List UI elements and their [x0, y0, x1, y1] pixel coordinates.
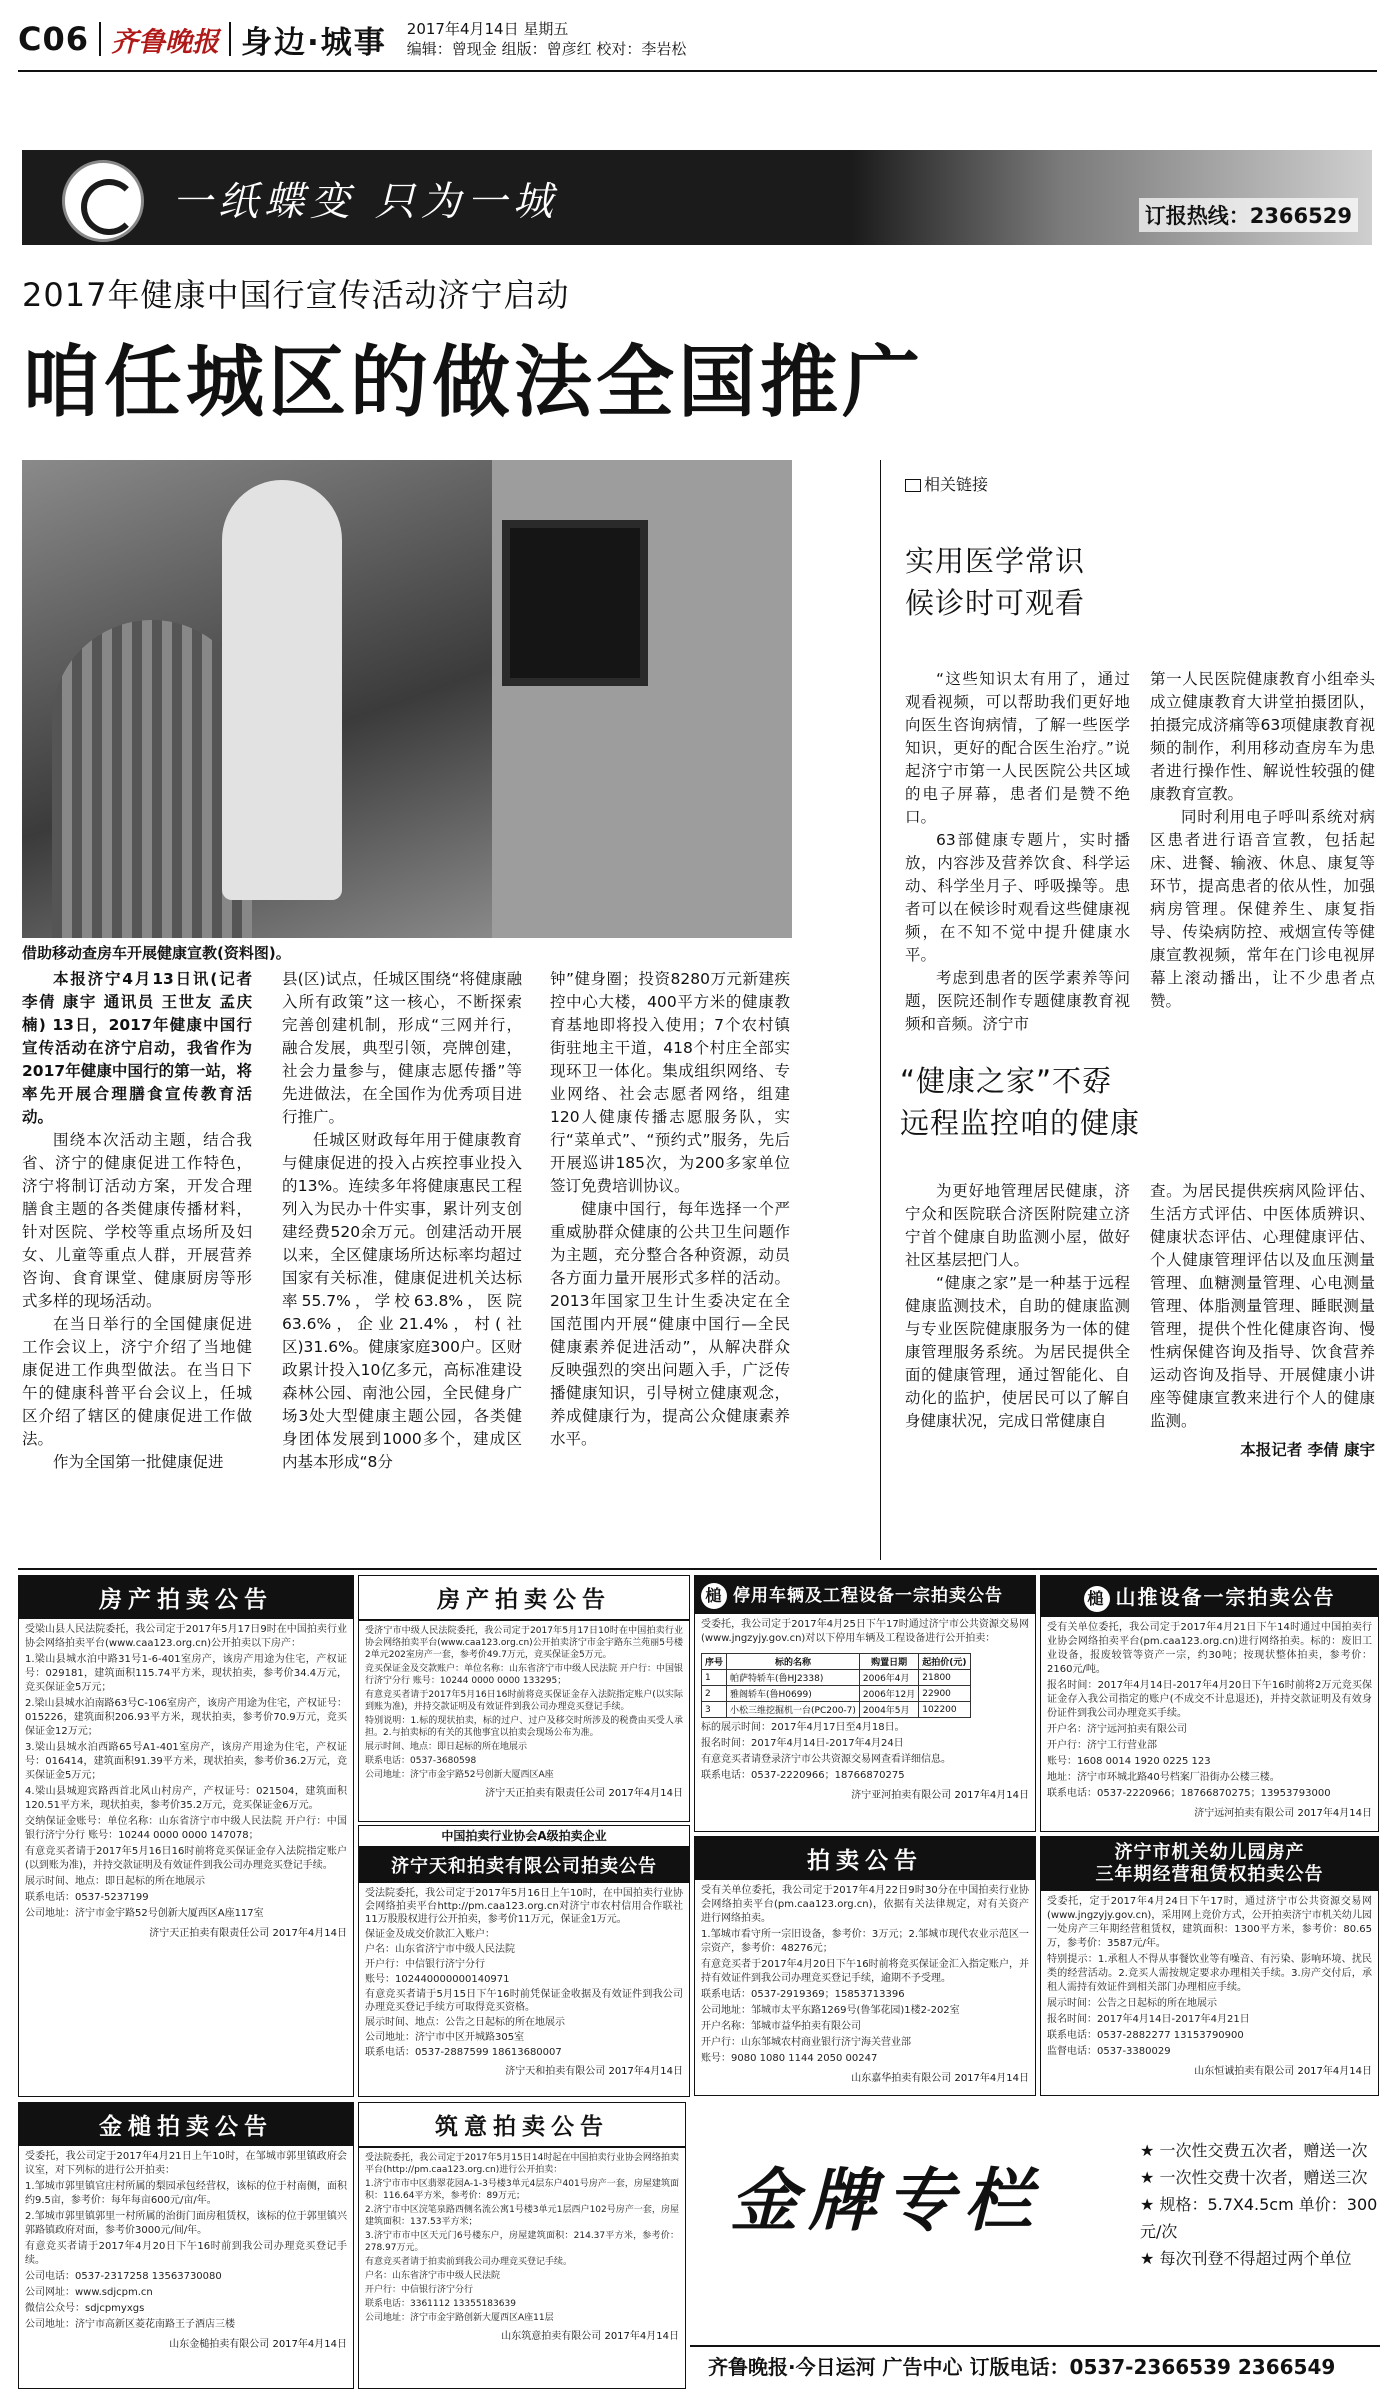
ad-line: 公司地址：邹城市太平东路1269号(鲁邹花园)1楼2-202室	[701, 2005, 960, 2016]
paragraph: “健康之家”是一种基于远程健康监测技术，自助的健康监测与专业医院健康服务为一体的健康管理服务系统。为居民提供全面的健康管理，通过智能化、自动化的监护，使居民可以了解自身健康状况，完成日常健康自	[905, 1274, 1130, 1430]
ad-property-auction-2	[358, 1575, 690, 1822]
paragraph: 63部健康专题片，实时播放，内容涉及营养饮食、科学运动、科学坐月子、呼吸操等。患者可以在候诊时观看这些健康视频，在不知不觉中提升健康水平。	[905, 831, 1130, 964]
sidebar-head-line: “健康之家”不孬	[900, 1064, 1113, 1098]
ad-line: 展示时间：公告之日起标的所在地展示	[1047, 1998, 1217, 2009]
list-item: ★ 一次性交费十次者，赠送三次	[1140, 2168, 1368, 2187]
table-header: 购置日期	[859, 1654, 918, 1670]
ad-line: 受法院委托，我公司定于2017年5月15日14时起在中国拍卖行业协会网络拍卖平台(http://pm.caa123.org.cn)进行公开拍卖：	[365, 2153, 679, 2175]
list-item-text: 每次刊登不得超过两个单位	[1159, 2249, 1352, 2268]
ad-title-text: 山推设备一宗拍卖公告	[1115, 1585, 1336, 1609]
ad-title: 房产拍卖公告	[359, 1576, 689, 1621]
paragraph: 本报济宁4月13日讯(记者 李倩 康宇 通讯员 王世友 孟庆楠) 13日，2017年健康中国行宣传活动在济宁启动，我省作为2017年健康中国行的第一站，将率先开展合理膳食宣传教育活动。	[22, 970, 252, 1126]
article-photo	[22, 460, 792, 938]
ad-title-text: 停用车辆及工程设备一宗拍卖公告	[733, 1586, 1003, 1606]
ad-body	[359, 2148, 685, 2330]
table-cell: 21800	[919, 1670, 970, 1686]
sidebar-2-column-a	[905, 1180, 1130, 1433]
ad-line: 受有关单位委托，我公司定于2017年4月21日下午14时通过中国拍卖行业协会网络拍卖平台(pm.caa123.org.cn)进行网络拍卖。标的：废旧工业设备，报废较管等资产一宗，约30吨；按现状整体拍卖，参考价：2160元/吨。	[1047, 1621, 1372, 1675]
table-cell: 2006年4月	[859, 1670, 918, 1686]
ad-vehicle-auction	[694, 1575, 1036, 1832]
ad-title	[695, 1576, 1035, 1614]
table-cell: 2	[702, 1686, 727, 1702]
ad-line: 开户名：济宁远河拍卖有限公司	[1047, 1723, 1187, 1735]
article-column-2	[282, 968, 522, 1474]
banner-slogan: 一纸蝶变 只为一城	[172, 179, 559, 225]
ad-line: 有意竞买者请登录济宁市公共资源交易网查看详细信息。	[701, 1754, 951, 1765]
ad-title: 筑意拍卖公告	[359, 2103, 685, 2148]
ad-line: 户名：山东省济宁市中级人民法院	[365, 1944, 515, 1955]
ad-body	[359, 1883, 689, 2065]
sidebar-head-line: 远程监控咱的健康	[900, 1106, 1141, 1140]
ad-line: 特别提示：1.承租人不得从事餐饮业等有噪音、有污染、影响环境、扰民类的经营活动。2.竞买人需按规定要求办理相关手续。3.房产交付后，承租人需持有效证件到相关部门办理相应手续。	[1047, 1954, 1372, 1993]
list-item-text: 一次性交费五次者，赠送一次	[1159, 2141, 1368, 2160]
ad-line: 2.邹城市郭里镇郭里一村所属的治街门面房租赁权，该标的位于郭里镇兴郭路镇政府对面，参考价3000元/间/年。	[25, 2211, 347, 2236]
ad-footer: 济宁天和拍卖有限公司 2017年4月14日	[505, 2066, 683, 2077]
ad-line: 联系电话：0537-2887599 18613680007	[365, 2047, 562, 2058]
ad-line: 报名时间：2017年4月14日-2017年4月24日	[701, 1738, 904, 1749]
paragraph: 任城区财政每年用于健康教育与健康促进的投入占疾控事业投入的13%。连续多年将健康惠民工程列入为民办十件实事，累计列支创建经费520余万元。创建活动开展以来，全区健康场所达标率均超过国家有关标准，健康促进机关达标率55.7%，学校63.8%，医院63.6%，企业21.4%，村(社区)31.6%。健康家庭300户。区财政累计投入10亿多元，高标准建设森林公园、南池公园，全民健身广场3处大型健康主题公园，各类健身团体发展到1000多个，建成区内基本形成“8分	[282, 1131, 522, 1471]
section-title: 身边·城事	[241, 24, 387, 61]
gavel-logo-icon: 槌	[1084, 1586, 1110, 1612]
paper-logo: 齐鲁晚报	[111, 26, 220, 58]
ad-line: 1.邹城市看守所一宗旧设备，参考价：3万元；2.邹城市现代农业示范区一宗资产，参考价：48276元；	[701, 1929, 1029, 1954]
ad-line: 受梁山县人民法院委托，我公司定于2017年5月17日9时在中国拍卖行业协会网络拍卖平台(www.caa123.org.cn)公开拍卖以下房产：	[25, 1624, 347, 1649]
list-item: ★ 每次刊登不得超过两个单位	[1140, 2249, 1352, 2268]
ad-zhuyi-auction	[358, 2102, 686, 2389]
ad-body	[695, 1880, 1035, 2072]
byline: 本报记者 李倩 康宇	[1240, 1441, 1375, 1459]
table-row	[702, 1686, 971, 1702]
subscription-hotline: 订报热线：2366529	[1139, 198, 1358, 232]
issue-date: 2017年4月14日 星期五	[406, 20, 569, 38]
ad-footer: 山东筑意拍卖有限公司 2017年4月14日	[501, 2331, 679, 2342]
paragraph: 钟”健身圈；投资8280万元新建疾控中心大楼，400平方米的健康教育基地即将投入使用；7个农村镇街驻地主干道，418个村庄全部实现环卫一体化。集成组织网络、专业网络、社会志愿者网络，组建120人健康传播志愿服务队，实行“菜单式”、“预约式”服务，先后开展巡讲185次，为200多家单位签订免费培训协议。	[550, 970, 790, 1195]
list-item-text: 一次性交费十次者，赠送三次	[1159, 2168, 1368, 2187]
ad-line: 公司地址：济宁市金宇路52号创新大厦西区A座117室	[25, 1908, 264, 1919]
table-cell: 3	[702, 1702, 727, 1718]
ad-subtitle: 中国拍卖行业协会A级拍卖企业	[359, 1826, 689, 1847]
ad-line: 公司网址：www.sdjcpm.cn	[25, 2287, 153, 2298]
ad-footer: 山东嘉华拍卖有限公司 2017年4月14日	[851, 2073, 1029, 2084]
ad-line: 1.梁山县城水泊中路31号1-6-401室房产，该房产用途为住宅，产权证号：029181，建筑面积115.74平方米，现状拍卖，参考价34.4万元，竞买保证金5万元；	[25, 1654, 347, 1693]
link-box-icon	[905, 479, 921, 492]
ad-line: 账号：102440000000140971	[365, 1974, 510, 1985]
gavel-logo-icon: 槌	[701, 1583, 727, 1609]
ad-title: 济宁天和拍卖有限公司拍卖公告	[359, 1847, 689, 1883]
ad-line: 公司地址：济宁市高新区菱花南路王子酒店三楼	[25, 2319, 235, 2330]
article-column-3	[550, 968, 790, 1451]
paragraph: 同时利用电子呼叫系统对病区患者进行语音宣教，包括起床、进餐、输液、休息、康复等环节，提高患者的依从性，加强病房管理。保健养生、康复指导、传染病防控、戒烟宣传等健康宣教视频，常年在门诊电视屏幕上滚动播出，让不少患者点赞。	[1150, 808, 1375, 1010]
paragraph: 在当日举行的全国健康促进工作会议上，济宁介绍了当地健康促进工作典型做法。在当日下午的健康科普平台会议上，任城区介绍了辖区的健康促进工作做法。	[22, 1315, 252, 1448]
table-cell: 2004年5月	[859, 1702, 918, 1718]
paragraph: “这些知识太有用了，通过观看视频，可以帮助我们更好地向医生咨询病情，了解一些医学知识，更好的配合医生治疗。”说起济宁市第一人民医院公共区域的电子屏幕，患者们是赞不绝口。	[905, 670, 1130, 826]
table-cell: 1	[702, 1670, 727, 1686]
ad-line: 开户行：中信银行济宁分行	[365, 1959, 485, 1970]
table-header: 标的名称	[727, 1654, 860, 1670]
ad-line: 微信公众号：sdjcpmyxgs	[25, 2303, 145, 2314]
ad-property-auction-1	[18, 1575, 354, 2097]
ad-line: 受济宁市中级人民法院委托，我公司定于2017年5月17日10时在中国拍卖行业协会网络拍卖平台(www.caa123.org.cn)公开拍卖济宁市金宇路东兰苑丽5号楼2单元202室房产一套，参考价49.7万元，竞买保证金5万元。	[365, 1626, 683, 1660]
ad-body	[1041, 1617, 1378, 1807]
ad-body	[359, 1621, 689, 1787]
ad-title-line: 三年期经营租赁权拍卖公告	[1095, 1864, 1324, 1885]
banner-logo-icon	[62, 160, 144, 242]
ad-line: 有意竞买者请于5月15日下午16时前凭保证金收据及有效证件到我公司办理竞买登记手续方可取得竞买资格。	[365, 1989, 683, 2013]
table-header: 起拍价(元)	[919, 1654, 970, 1670]
ad-line: 联系电话：0537-2220966；18766870275；13953793000	[1047, 1787, 1331, 1799]
ad-line: 开户行：济宁工行营业部	[1047, 1739, 1157, 1751]
ad-auction-notice	[694, 1836, 1036, 2096]
paragraph: 考虑到患者的医学素养等问题，医院还制作专题健康教育视频和音频。济宁市	[905, 969, 1130, 1033]
ad-line: 有意竞买者请于拍卖前到我公司办理竞买登记手续。	[365, 2257, 573, 2267]
ad-title: 金槌拍卖公告	[19, 2103, 353, 2146]
ad-line: 1.邹城市郭里镇官庄村所属的梨园承包经营权，该标的位于村南侧，面积约9.5亩，参考价：每年每亩600元/亩/年。	[25, 2181, 347, 2206]
ad-line: 开户行：中信银行济宁分行	[365, 2285, 474, 2295]
ad-line: 保证金及成交价款汇入账户：	[365, 1929, 495, 1940]
table-row	[702, 1670, 971, 1686]
ad-line: 3.梁山县城水泊西路65号A1-401室房产，该房产用途为住宅，产权证号：016414，建筑面积91.39平方米，现状拍卖，参考价36.2万元，竞买保证金5万元；	[25, 1742, 347, 1781]
related-link-text: 相关链接	[924, 475, 989, 494]
ad-line: 展示时间、地点：即日起标的所在地展示	[365, 1742, 528, 1752]
gold-column-title: 金牌专栏	[730, 2161, 1043, 2241]
header-meta	[407, 19, 687, 59]
ad-body	[1041, 1891, 1378, 2065]
ad-body	[695, 1721, 1035, 1789]
header-rule	[18, 70, 1377, 72]
related-link-label	[905, 472, 988, 495]
ad-shantui-auction	[1040, 1575, 1379, 1832]
ad-line: 公司地址：济宁市金宇路52号创新大厦西区A座	[365, 1770, 554, 1780]
column-divider	[880, 460, 881, 1560]
ad-line: 有意竞买者请于2017年5月16日16时前将竞买保证金存入法院指定账户(以实际到账为准)，并持交款证明及有效证件到我公司办理竞买登记手续。	[365, 1690, 683, 1712]
ad-line: 联系电话：0537-3680598	[365, 1756, 477, 1766]
ad-line: 3.济宁市市中区天元门6号楼东户，房屋建筑面积：214.37平方米，参考价：278.97万元。	[365, 2231, 679, 2253]
ad-line: 联系电话：0537-2220966；18766870275	[701, 1770, 905, 1781]
paragraph: 作为全国第一批健康促进	[53, 1453, 224, 1471]
photo-nurse	[222, 480, 342, 900]
ad-line: 公司地址：济宁市中区开城路305室	[365, 2032, 525, 2043]
ad-line: 2.济宁市中区浣笔泉路西侧名流公寓1号楼3单元1层西户102号房产一套，房屋建筑面积：137.53平方米；	[365, 2205, 679, 2227]
ad-title-line: 济宁市机关幼儿园房产	[1114, 1842, 1305, 1863]
ad-title: 房产拍卖公告	[19, 1576, 353, 1619]
sidebar-1-column-b	[1150, 668, 1375, 1013]
table-cell: 小松三维挖掘机一台(PC200-7)	[727, 1702, 860, 1718]
ad-footer: 济宁天正拍卖有限责任公司 2017年4月14日	[149, 1928, 347, 1939]
ad-line: 展示时间、地点：公告之日起标的所在地展示	[365, 2017, 565, 2028]
ad-center-footer: 齐鲁晚报·今日运河 广告中心 订版电话：0537-2366539 2366549	[690, 2345, 1380, 2387]
ad-footer: 济宁亚河拍卖有限公司 2017年4月14日	[851, 1790, 1029, 1801]
ad-tianhe-auction	[358, 1825, 690, 2097]
table-cell: 22900	[919, 1686, 970, 1702]
gold-column-ad	[690, 2107, 1380, 2387]
ads-rule	[18, 1568, 1377, 1570]
ad-line: 公司电话：0537-2317258 13563730080	[25, 2271, 222, 2282]
sidebar-head-line: 候诊时可观看	[905, 586, 1086, 620]
divider	[99, 22, 101, 56]
sidebar-1-column-a	[905, 668, 1130, 1036]
ad-line: 地址：济宁市环城北路40号档案厂沿街办公楼三楼。	[1047, 1771, 1280, 1783]
ad-line: 有意竞买者请于2017年4月20日下午16时前到我公司办理竞买登记手续。	[25, 2241, 347, 2266]
paragraph: 查。为居民提供疾病风险评估、生活方式评估、中医体质辨识、健康状态评估、心理健康评估、个人健康管理评估以及血压测量管理、血糖测量管理、心电测量管理、体脂测量管理、睡眠测量管理，提供个性化健康咨询、慢性病保健咨询及指导、饮食营养运动咨询及指导、开展健康小讲座等健康宣教来进行个人的健康监测。	[1150, 1182, 1375, 1430]
table-header: 序号	[702, 1654, 727, 1670]
table-cell: 雅阁轿车(鲁H0699)	[727, 1686, 860, 1702]
ad-line: 报名时间：2017年4月14日-2017年4月21日	[1047, 2014, 1250, 2025]
ad-title	[1041, 1576, 1378, 1617]
ad-line: 展示时间、地点：即日起标的所在地展示	[25, 1876, 205, 1887]
ad-footer: 山东金槌拍卖有限公司 2017年4月14日	[169, 2339, 347, 2350]
ad-line: 联系电话：0537-2882277 13153790900	[1047, 2030, 1244, 2041]
vehicle-table	[701, 1653, 971, 1718]
ad-kindergarten-lease	[1040, 1836, 1379, 2096]
ad-jinchui-auction	[18, 2102, 354, 2389]
ad-line: 联系电话：0537-5237199	[25, 1892, 149, 1903]
ad-title	[1041, 1837, 1378, 1891]
article-column-1	[22, 968, 252, 1474]
table-cell: 帕萨特轿车(鲁HJ2338)	[727, 1670, 860, 1686]
ad-body	[19, 1619, 353, 1927]
paragraph: 为更好地管理居民健康，济宁众和医院联合济医附院建立济宁首个健康自助监测小屋，做好社区基层把门人。	[905, 1182, 1130, 1269]
gold-column-list	[1140, 2137, 1380, 2272]
sidebar-2-column-b	[1150, 1180, 1375, 1462]
ad-line: 监督电话：0537-3380029	[1047, 2046, 1171, 2057]
table-cell: 2006年12月	[859, 1686, 918, 1702]
list-item: ★ 规格：5.7X4.5cm 单价：300元/次	[1140, 2195, 1378, 2241]
article-headline: 咱任城区的做法全国推广	[22, 338, 925, 428]
ad-line: 账号：1608 0014 1920 0225 123	[1047, 1755, 1211, 1767]
paragraph: 县(区)试点，任城区围绕“将健康融入所有政策”这一核心，不断探索完善创建机制，形成“三网并行，融合发展，典型引领，亮牌创建，社会力量参与，健康志愿传播”等先进做法，在全国作为优秀项目进行推广。	[282, 970, 522, 1126]
ad-body	[19, 2146, 353, 2338]
ad-line: 联系电话：3361112 13355183639	[365, 2299, 516, 2309]
ad-line: 账号：9080 1080 1144 2050 00247	[701, 2053, 878, 2064]
page-header	[18, 14, 1377, 64]
ad-line: 联系电话：0537-2919369；15853713396	[701, 1989, 905, 2000]
ad-line: 报名时间：2017年4月14日-2017年4月20日下午16时前将2万元竞买保证金存入我公司指定的账户(不成交不计息退还)，并持交款证明及有效身份证件到我公司办理竞买手续。	[1047, 1679, 1372, 1719]
ad-line: 开户名称：邹城市益华拍卖有限公司	[701, 2021, 861, 2032]
photo-monitor	[502, 520, 648, 686]
ad-footer: 济宁天正拍卖有限责任公司 2017年4月14日	[485, 1788, 683, 1799]
ad-footer: 山东恒诚拍卖有限公司 2017年4月14日	[1194, 2066, 1372, 2077]
ad-line: 开户行：山东邹城农村商业银行济宁海关营业部	[701, 2037, 911, 2048]
ad-line: 户名：山东省济宁市中级人民法院	[365, 2271, 501, 2281]
photo-caption: 借助移动查房车开展健康宣教(资料图)。	[22, 944, 291, 962]
paragraph: 健康中国行，每年选择一个严重威胁群众健康的公共卫生问题作为主题，充分整合各种资源，动员各方面力量开展形式多样的活动。2013年国家卫生计生委决定在全国范围内开展“健康中国行—全民健康素养促进活动”，从解决群众反映强烈的突出问题入手，广泛传播健康知识，引导树立健康观念，养成健康行为，提高公众健康素养水平。	[550, 1200, 790, 1448]
paragraph: 第一人民医院健康教育小组牵头成立健康教育大讲堂拍摄团队，拍摄完成济痛等63项健康教育视频的制作，利用移动查房车为患者进行操作性、解说性较强的健康教育宣教。	[1150, 670, 1375, 803]
ad-line: 交纳保证金账号：单位名称：山东省济宁市中级人民法院 开户行：中国银行济宁分行 账号：10244 0000 0000 147078；	[25, 1816, 347, 1841]
table-row	[702, 1702, 971, 1718]
ad-line: 竞买保证金及交款账户：单位名称：山东省济宁市中级人民法院 开户行：中国银行济宁分行 账号：10244 0000 0000 133295；	[365, 1664, 683, 1686]
ad-line: 标的展示时间：2017年4月17日至4月18日。	[701, 1722, 905, 1733]
ad-line: 受法院委托，我公司定于2017年5月16日上午10时，在中国拍卖行业协会网络拍卖平台http://pm.caa123.org.cn对济宁市农村信用合作联社11万股股权进行公开拍卖，参考价11万元，保证金1万元。	[365, 1888, 683, 1925]
ad-footer: 济宁远河拍卖有限公司 2017年4月14日	[1194, 1807, 1372, 1819]
ad-line: 特别说明：1.标的现状拍卖，标的过户、过户及移交时所涉及的税费由买受人承担。2.与拍卖标的有关的其他事宜以拍卖会现场公布为准。	[365, 1716, 683, 1738]
divider	[229, 22, 231, 56]
ad-line: 有意竞买者请于2017年5月16日16时前将竞买保证金存入法院指定账户(以到账为准)，并持交款证明及有效证件到我公司办理竞买登记手续。	[25, 1846, 347, 1871]
list-item: ★ 一次性交费五次者，赠送一次	[1140, 2141, 1368, 2160]
ad-line: 2.梁山县城水泊南路63号C-106室房产，该房产用途为住宅，产权证号：015226，建筑面积206.93平方米，现状拍卖，参考价70.9万元，竞买保证金12万元；	[25, 1698, 347, 1737]
staff-credits: 编辑：曾现金 组版：曾彦红 校对：李岩松	[406, 40, 687, 58]
promo-banner	[22, 150, 1372, 245]
sidebar-head-line: 实用医学常识	[905, 544, 1086, 578]
ad-line: 4.梁山县城迎宾路西首北风山村房产，产权证号：021504，建筑面积120.51平方米，现状拍卖，参考价35.2万元，竞买保证金6万元。	[25, 1786, 347, 1811]
table-cell: 102200	[919, 1702, 970, 1718]
ad-line: 受委托，我公司定于2017年4月21日上午10时，在邹城市郭里镇政府会议室，对下列标的进行公开拍卖：	[25, 2151, 347, 2176]
ad-line: 受有关单位委托，我公司定于2017年4月22日9时30分在中国拍卖行业协会网络拍卖平台(pm.caa123.org.cn)，依据有关法律规定，对有关资产进行网络拍卖。	[701, 1885, 1029, 1924]
sidebar-head-2	[900, 1060, 1140, 1144]
ad-line: 公司地址：济宁市金宇路创新大厦西区A座11层	[365, 2313, 554, 2323]
paragraph: 围绕本次活动主题，结合我省、济宁的健康促进工作特色，济宁将制订活动方案，开发合理膳食主题的各类健康传播材料，针对医院、学校等重点场所及妇女、儿童等重点人群，开展营养咨询、食育课堂、健康厨房等形式多样的现场活动。	[22, 1131, 252, 1310]
ad-line: 受委托，定于2017年4月24日下午17时，通过济宁市公共资源交易网(www.jngzyjy.gov.cn)，采用网上竞价方式，公开拍卖济宁市机关幼儿园一处房产三年期经营租赁权，建筑面积：1300平方米，参考价：80.65万，参考价：3587元/年。	[1047, 1896, 1372, 1949]
ad-line: 1.济宁市市中区翡翠花园A-1-3号楼3单元4层东户401号房产一套，房屋建筑面积：116.64平方米，参考价：89万元；	[365, 2179, 679, 2201]
sidebar-head-1	[905, 540, 1085, 624]
ad-body: 受委托，我公司定于2017年4月25日下午17时通过济宁市公共资源交易网(www.jngzyjy.gov.cn)对以下停用车辆及工程设备进行公开拍卖：	[701, 1619, 1029, 1644]
article-subhead: 2017年健康中国行宣传活动济宁启动	[22, 276, 570, 314]
ad-title: 拍卖公告	[695, 1837, 1035, 1880]
ad-line: 有意竞买者于2017年4月20日下午16时前将竞买保证金汇入指定账户，并持有效证件到我公司办理竞买登记手续，逾期不予受理。	[701, 1959, 1029, 1984]
page-number: C06	[18, 20, 90, 58]
list-item-text: 规格：5.7X4.5cm 单价：300元/次	[1140, 2195, 1378, 2241]
